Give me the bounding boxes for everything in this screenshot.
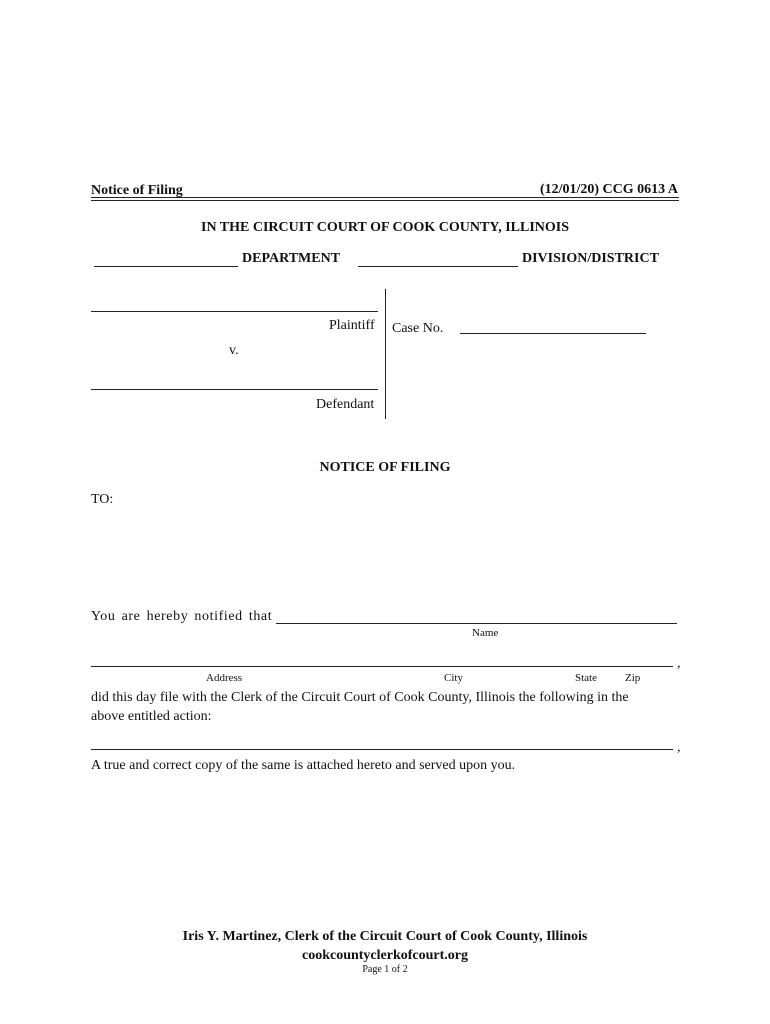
division-blank[interactable]: [358, 266, 518, 267]
filed-text-line-2: above entitled action:: [91, 709, 212, 724]
versus-label: v.: [229, 343, 239, 358]
clerk-name: Iris Y. Martinez, Clerk of the Circuit Court of Cook County, Illinois: [182, 929, 588, 944]
case-no-label: Case No.: [392, 321, 444, 336]
hereby-text: You are hereby notified that: [91, 609, 273, 624]
department-blank[interactable]: [94, 266, 238, 267]
plaintiff-label: Plaintiff: [329, 318, 375, 333]
defendant-label: Defendant: [316, 397, 375, 412]
address-label: Address: [206, 672, 243, 684]
zip-label: Zip: [625, 672, 641, 684]
notice-title: NOTICE OF FILING: [319, 460, 451, 475]
copy-text: A true and correct copy of the same is attached hereto and served upon you.: [91, 758, 516, 773]
filed-text-line-1: did this day file with the Clerk of the Circuit Court of Cook County, Illinois the following in the: [91, 690, 629, 705]
document-comma: ,: [677, 740, 681, 755]
division-label: DIVISION/DISTRICT: [522, 251, 659, 266]
form-code: (12/01/20) CCG 0613 A: [539, 182, 678, 197]
document-blank[interactable]: [91, 749, 673, 750]
form-name: Notice of Filing: [91, 183, 183, 198]
page-number: Page 1 of 2: [362, 964, 408, 975]
header-rule-double: [91, 200, 679, 201]
name-blank[interactable]: [276, 623, 677, 624]
address-blank[interactable]: [91, 666, 673, 667]
address-comma: ,: [677, 656, 681, 671]
department-label: DEPARTMENT: [242, 251, 341, 266]
city-label: City: [444, 672, 463, 684]
to-label: TO:: [91, 492, 114, 507]
caption-divider: [385, 289, 386, 419]
state-label: State: [575, 672, 597, 684]
court-title: IN THE CIRCUIT COURT OF COOK COUNTY, ILLINOIS: [201, 220, 569, 235]
header-rule: [91, 197, 679, 198]
name-label: Name: [472, 627, 499, 639]
plaintiff-blank[interactable]: [91, 311, 378, 312]
clerk-website[interactable]: cookcountyclerkofcourt.org: [301, 948, 469, 963]
defendant-blank[interactable]: [91, 389, 378, 390]
case-no-blank[interactable]: [460, 333, 646, 334]
